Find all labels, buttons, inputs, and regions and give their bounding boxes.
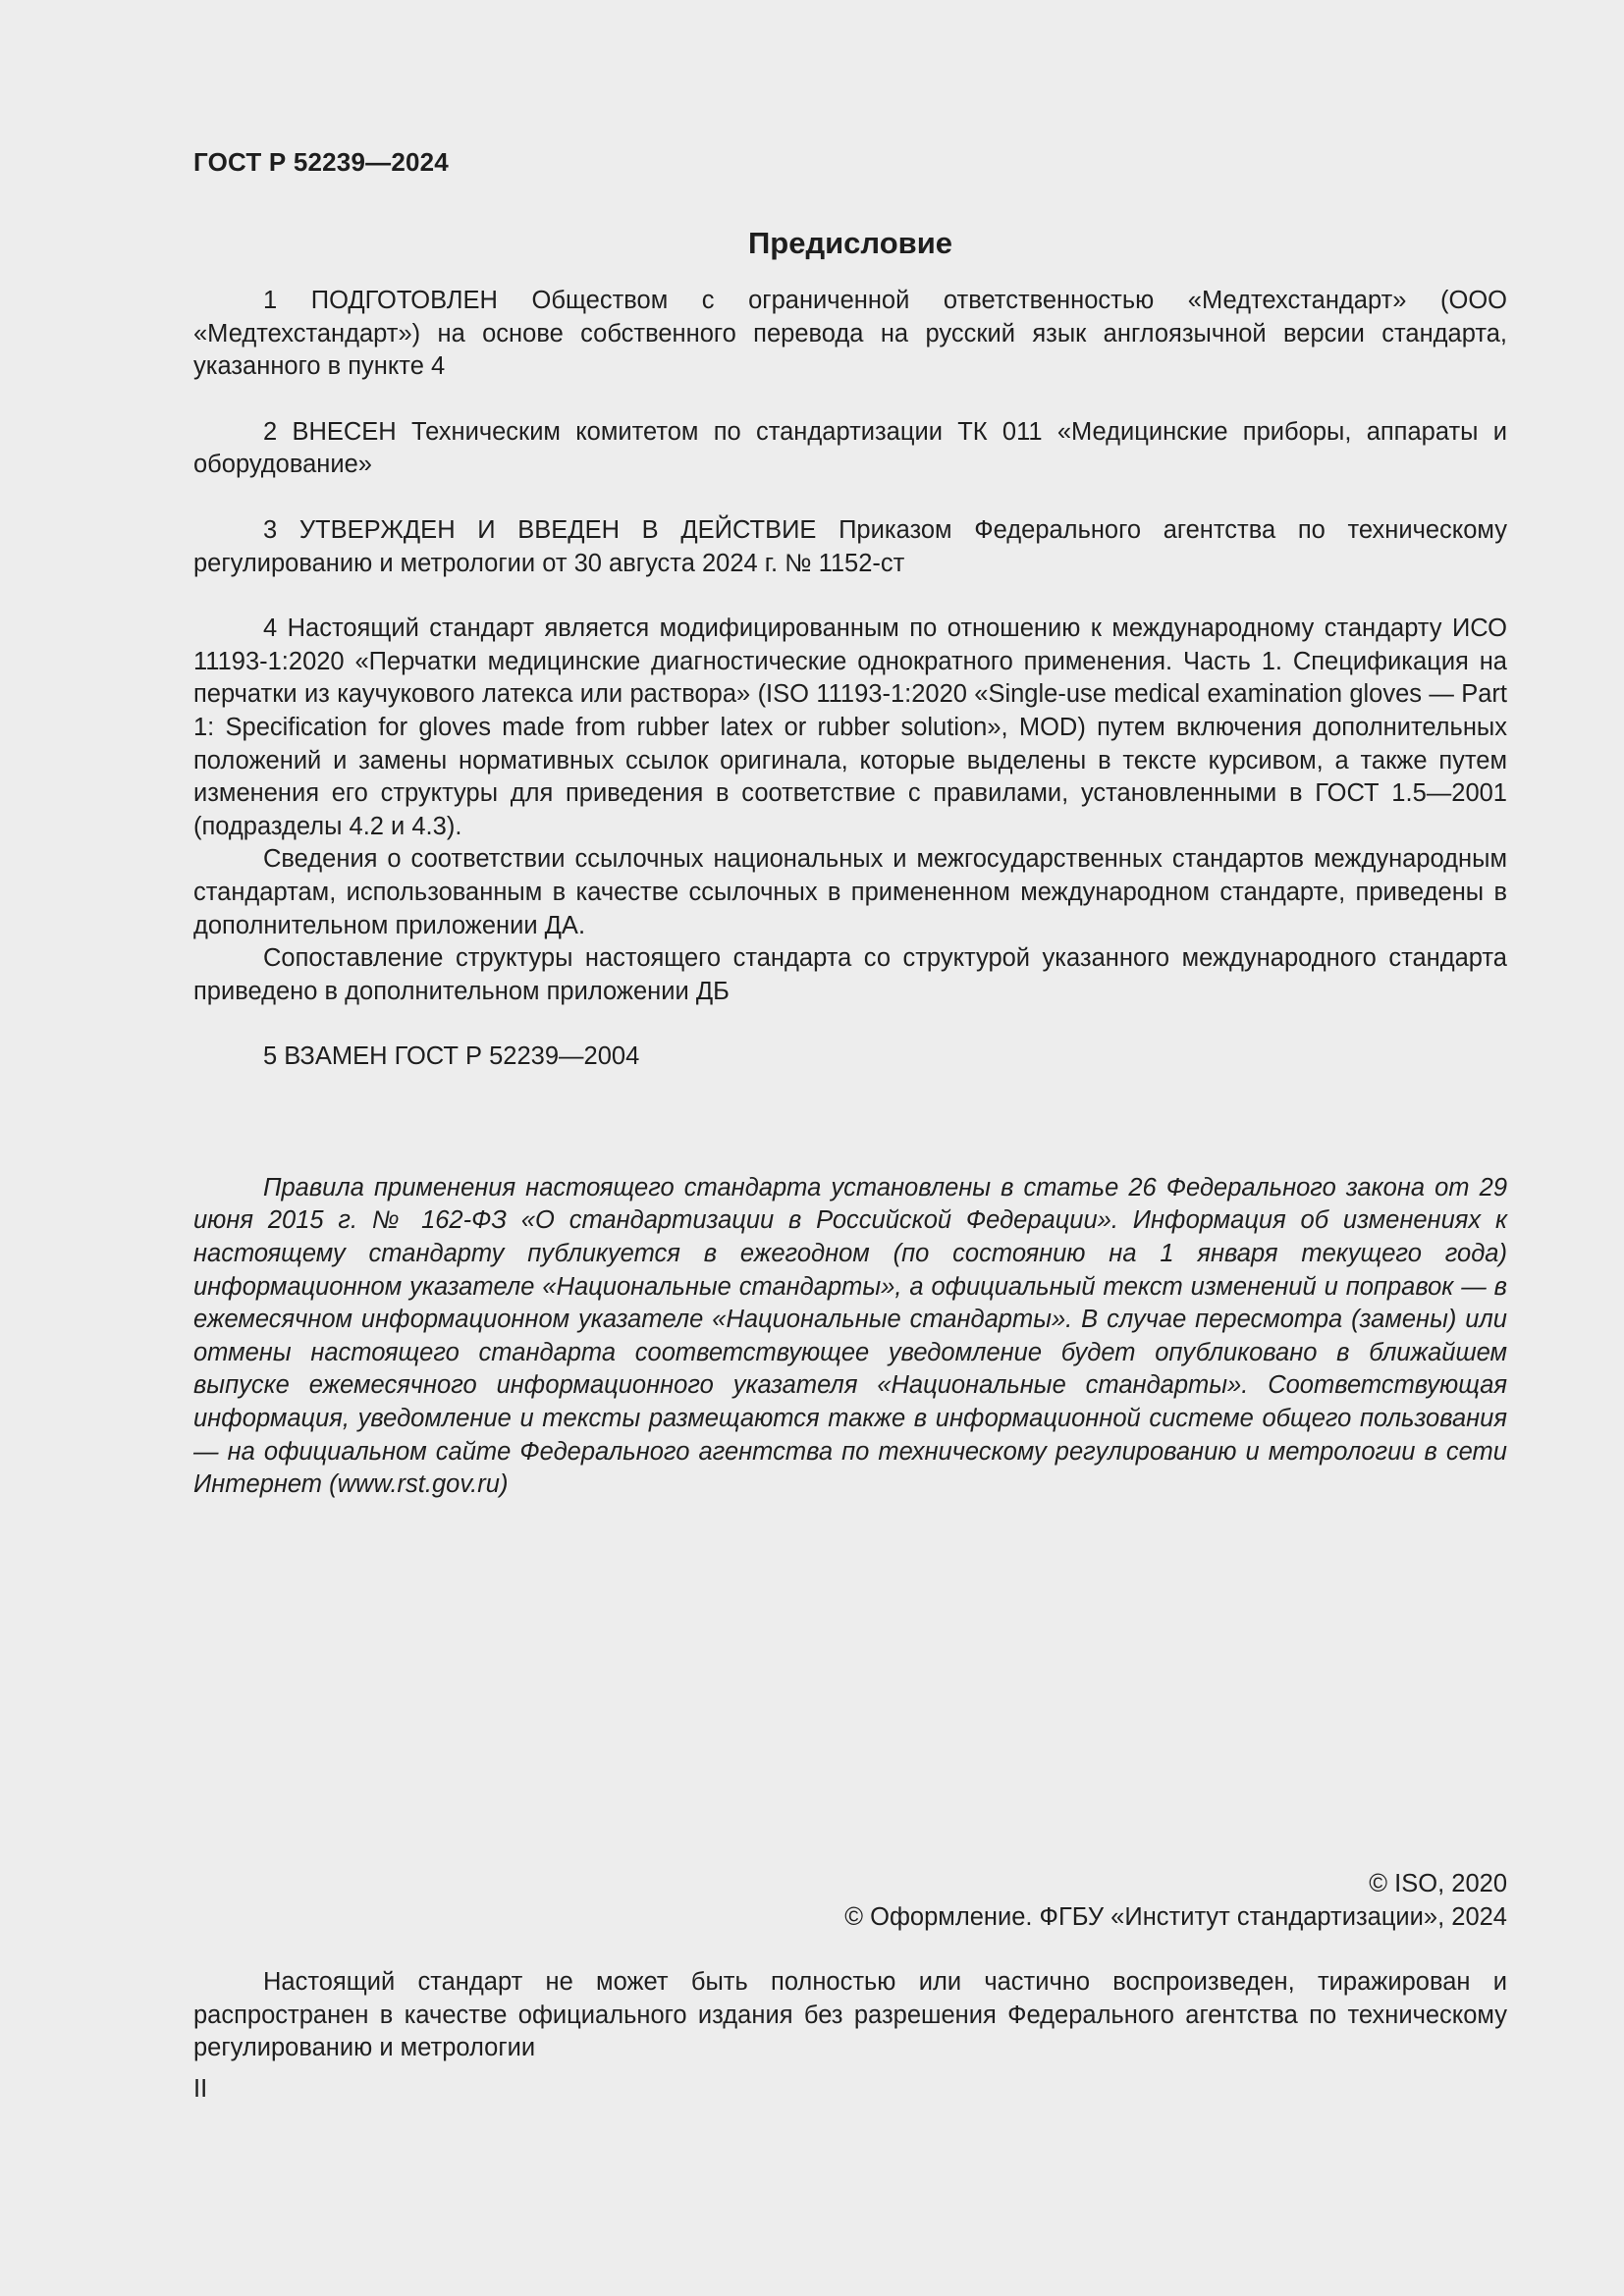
item-3-approved: 3 УТВЕРЖДЕН И ВВЕДЕН В ДЕЙСТВИЕ Приказом Федерального агентства по техническому регулированию и метрологии от 30 августа 2024 г. № 1152-ст (193, 515, 1507, 577)
item-4-references-info: Сведения о соответствии ссылочных национальных и межгосударственных стандартов международным стандартам, использованным в качестве ссылочных в примененном международном стандарте, приведены в дополнительном приложении ДА. (193, 845, 1507, 939)
design-copyright: © Оформление. ФГБУ «Институт стандартизации», 2024 (844, 1902, 1507, 1931)
item-5-replaces: 5 ВЗАМЕН ГОСТ Р 52239—2004 (263, 1042, 640, 1071)
copyright-block (193, 1868, 1507, 1934)
foreword-body (193, 285, 1507, 1502)
item-4-structure-comparison: Сопоставление структуры настоящего стандарта со структурой указанного международного стандарта приведено в дополнительном приложении ДБ (193, 944, 1507, 1005)
item-1-prepared: 1 ПОДГОТОВЛЕН Обществом с ограниченной ответственностью «Медтехстандарт» (ООО «Медтехстандарт») на основе собственного перевода на русский язык англоязычной версии стандарта, указанного в пункте 4 (193, 287, 1507, 381)
reproduction-notice: Настоящий стандарт не может быть полностью или частично воспроизведен, тиражирован и распространен в качестве официального издания без разрешения Федерального агентства по техническому регулированию и метрологии (193, 1968, 1507, 2062)
page-title: Предисловие (747, 226, 952, 260)
item-4-modified: 4 Настоящий стандарт является модифицированным по отношению к международному стандарту ИСО 11193-1:2020 «Перчатки медицинские диагностические однократного применения. Часть 1. Спецификация на перчатки из каучукового латекса или раствора» (ISO 11193-1:2020 «Single-use medical examination gloves — Part 1: Specification for gloves made from rubber latex or rubber solution», MOD) путем включения дополнительных положений и замены нормативных ссылок оригинала, которые выделены в тексте курсивом, а также путем изменения его структуры для приведения в соответствие с правилами, установленными в ГОСТ 1.5—2001 (подразделы 4.2 и 4.3). (193, 614, 1507, 840)
reproduction-notice-block (193, 1966, 1507, 2065)
item-2-introduced: 2 ВНЕСЕН Техническим комитетом по стандартизации ТК 011 «Медицинские приборы, аппараты и оборудование» (193, 417, 1507, 479)
document-id: ГОСТ Р 52239—2024 (193, 147, 449, 177)
page-number: II (193, 2075, 208, 2103)
iso-copyright: © ISO, 2020 (1369, 1870, 1507, 1897)
rules-notice: Правила применения настоящего стандарта установлены в статье 26 Федерального закона от 29 июня 2015 г. № 162-ФЗ «О стандартизации в Российской Федерации». Информация об изменениях к настоящему стандарту публикуется в ежегодном (по состоянию на 1 января текущего года) информационном указателе «Национальные стандарты», а официальный текст изменений и поправок — в ежемесячном информационном указателе «Национальные стандарты». В случае пересмотра (замены) или отмены настоящего стандарта соответствующее уведомление будет опубликовано в ближайшем выпуске ежемесячного информационного указателя «Национальные стандарты». Соответствующая информация, уведомление и тексты размещаются также в информационной системе общего пользования — на официальном сайте Федерального агентства по техническому регулированию и метрологии в сети Интернет (www.rst.gov.ru) (193, 1173, 1507, 1499)
